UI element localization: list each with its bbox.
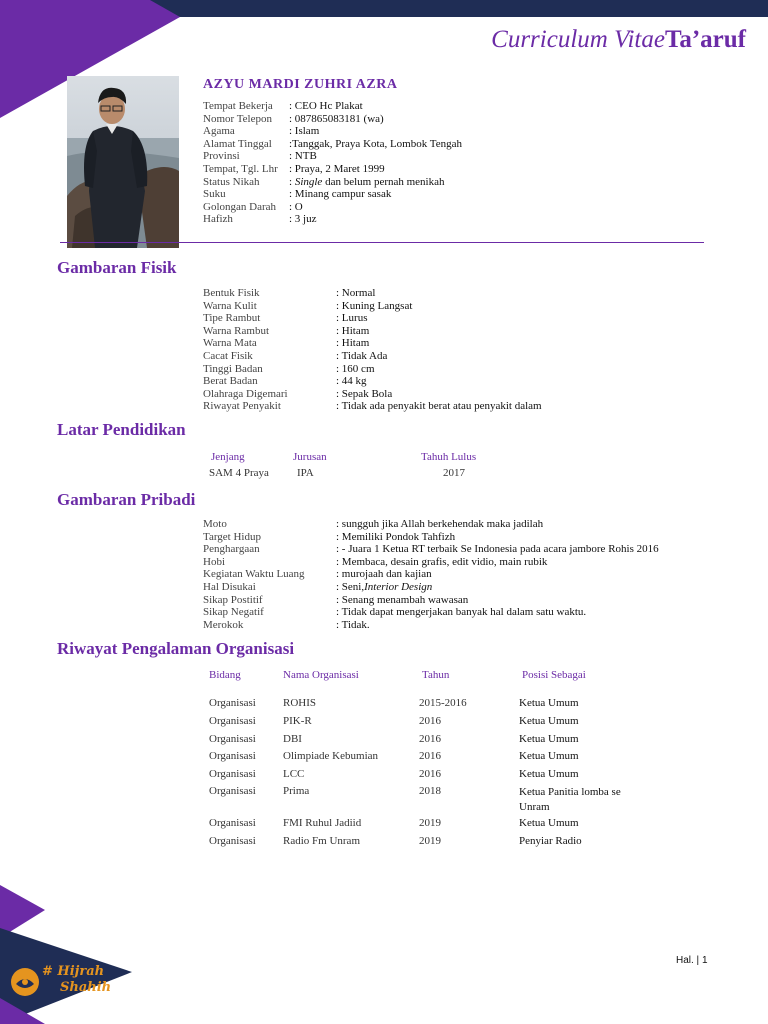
fisik-label: Cacat Fisik [203, 350, 253, 362]
education-jenjang: SAM 4 Praya [209, 467, 269, 479]
org-cell: FMI Ruhul Jadiid [283, 817, 362, 829]
value-prefix: : [289, 175, 295, 188]
section-divider [60, 242, 704, 243]
org-cell: Organisasi [209, 835, 256, 847]
fisik-label: Riwayat Penyakit [203, 400, 281, 413]
profile-details [203, 100, 703, 230]
fisik-label: Tinggi Badan [203, 362, 263, 375]
pribadi-label: Sikap Postitif [203, 593, 263, 606]
profile-value: : CEO Hc Plakat [289, 100, 363, 112]
org-cell: LCC [283, 768, 305, 780]
org-cell: Organisasi [209, 715, 256, 727]
fisik-value: : Tidak ada penyakit berat atau penyakit dalam [336, 400, 542, 413]
education-tahun: 2017 [443, 467, 465, 479]
fisik-label: Warna Mata [203, 337, 257, 350]
profile-label: Provinsi [203, 150, 240, 163]
profile-label: Tempat, Tgl. Lhr [203, 163, 278, 175]
pribadi-details [203, 518, 723, 633]
pribadi-label: Moto [203, 518, 227, 530]
section-heading-pendidikan: Latar Pendidikan [57, 420, 186, 439]
pribadi-value: : sungguh jika Allah berkehendak maka jadilah [336, 518, 544, 530]
fisik-value: : Normal [336, 287, 376, 299]
fisik-label: Warna Kulit [203, 299, 257, 312]
org-cell: Organisasi [209, 697, 256, 709]
pribadi-label: Kegiatan Waktu Luang [203, 568, 305, 581]
pribadi-value: : Memiliki Pondok Tahfizh [336, 530, 456, 543]
table-header-tahun-lulus: Tahuh Lulus [421, 451, 477, 463]
org-cell: 2016 [419, 733, 441, 745]
value-italic: Single [294, 175, 323, 188]
table-header-posisi: Posisi Sebagai [522, 669, 586, 681]
fisik-value: : 44 kg [336, 375, 367, 388]
value-prefix: : Seni, [336, 581, 365, 593]
fisik-label: Olahraga Digemari [203, 387, 288, 400]
org-cell: Organisasi [209, 750, 256, 762]
org-cell: Organisasi [209, 733, 256, 745]
fisik-label: Berat Badan [203, 375, 258, 388]
org-cell: 2019 [419, 817, 441, 829]
profile-value: : Islam [289, 125, 320, 138]
profile-value: : Praya, 2 Maret 1999 [289, 163, 385, 175]
page-title [491, 26, 746, 54]
pribadi-value: : Tidak. [336, 618, 370, 631]
org-cell: 2016 [419, 768, 441, 780]
profile-value: :Tanggak, Praya Kota, Lombok Tengah [289, 137, 462, 150]
value-italic: Interior Design [364, 581, 433, 593]
org-cell: Organisasi [209, 768, 256, 780]
org-cell: Prima [283, 785, 310, 797]
org-cell: 2015-2016 [419, 697, 467, 709]
education-jurusan: IPA [297, 467, 314, 479]
pribadi-label: Sikap Negatif [203, 606, 264, 619]
pribadi-value: : murojaah dan kajian [336, 568, 432, 581]
fisik-value: : Tidak Ada [336, 350, 388, 362]
section-heading-pribadi: Gambaran Pribadi [57, 490, 196, 509]
hijrah-logo [8, 962, 133, 1002]
org-cell: Ketua Panitia lomba se Unram [519, 786, 621, 813]
org-cell: Organisasi [209, 817, 256, 829]
table-header-jurusan: Jurusan [293, 451, 327, 463]
pribadi-label: Penghargaan [203, 543, 260, 556]
table-header-bidang: Bidang [209, 669, 241, 681]
fisik-value: : Hitam [336, 337, 370, 350]
fisik-details [203, 287, 723, 417]
profile-label: Suku [203, 188, 226, 201]
org-cell: Ketua Umum [519, 715, 579, 727]
fisik-label: Tipe Rambut [203, 312, 261, 325]
profile-label: Agama [203, 125, 235, 138]
profile-label: Tempat Bekerja [203, 100, 273, 112]
fisik-label: Bentuk Fisik [203, 287, 260, 299]
profile-photo [67, 76, 179, 248]
pribadi-label: Target Hidup [203, 530, 261, 543]
title-bold: Ta’aruf [664, 26, 746, 53]
profile-label: Nomor Telepon [203, 112, 272, 125]
org-cell: 2018 [419, 785, 441, 797]
fisik-value: : Lurus [336, 312, 368, 325]
pribadi-value: : Senang menambah wawasan [336, 593, 469, 606]
profile-label: Status Nikah [203, 175, 260, 188]
fisik-value: : Sepak Bola [336, 387, 393, 400]
pribadi-value: : Tidak dapat mengerjakan banyak hal dalam satu waktu. [336, 606, 587, 619]
org-cell: 2016 [419, 715, 441, 727]
table-header-tahun: Tahun [422, 669, 450, 681]
org-cell: Penyiar Radio [519, 835, 582, 847]
fisik-label: Warna Rambut [203, 324, 270, 337]
org-cell: DBI [283, 733, 302, 745]
profile-value: : NTB [289, 150, 317, 163]
fisik-value: : Kuning Langsat [336, 299, 413, 312]
org-cell: 2016 [419, 750, 441, 762]
pribadi-label: Hal Disukai [203, 581, 256, 593]
pribadi-value [336, 581, 432, 594]
profile-value: : 087865083181 (wa) [289, 112, 384, 125]
fisik-value: : Hitam [336, 324, 370, 337]
pribadi-label: Merokok [203, 618, 244, 631]
section-heading-organisasi: Riwayat Pengalaman Organisasi [57, 639, 295, 658]
profile-value: : 3 juz [289, 213, 317, 226]
profile-value [289, 176, 445, 189]
org-cell: 2019 [419, 835, 441, 847]
bottom-left-triangle-decoration [0, 880, 140, 1024]
page-number: Hal. | 1 [676, 955, 708, 966]
profile-value: : Minang campur sasak [289, 188, 392, 201]
profile-label: Golongan Darah [203, 200, 277, 213]
pribadi-value: : Membaca, desain grafis, edit vidio, main rubik [336, 555, 548, 568]
table-header-nama-organisasi: Nama Organisasi [283, 669, 359, 681]
org-cell: Ketua Umum [519, 697, 579, 709]
pribadi-value: : - Juara 1 Ketua RT terbaik Se Indonesia pada acara jambore Rohis 2016 [336, 543, 659, 556]
org-cell: PIK-R [283, 715, 312, 727]
org-cell: ROHIS [283, 697, 317, 709]
org-cell: Ketua Umum [519, 817, 579, 829]
org-cell: Ketua Umum [519, 750, 579, 762]
org-cell: Radio Fm Unram [283, 835, 360, 847]
org-cell: Organisasi [209, 785, 256, 797]
org-cell: Ketua Umum [519, 733, 579, 745]
profile-name: AZYU MARDI ZUHRI AZRA [203, 77, 398, 92]
org-cell: Ketua Umum [519, 768, 579, 780]
profile-label: Hafizh [203, 213, 233, 226]
pribadi-label: Hobi [203, 555, 225, 568]
org-cell: Olimpiade Kebumian [283, 750, 379, 762]
logo-text-2: Shahih [60, 980, 112, 995]
profile-value: : O [289, 200, 303, 213]
logo-text-1: # Hijrah [42, 964, 105, 979]
title-italic: Curriculum Vitae [491, 26, 665, 53]
fisik-value: : 160 cm [336, 362, 375, 375]
table-header-jenjang: Jenjang [211, 451, 245, 463]
profile-label: Alamat Tinggal [203, 137, 272, 150]
section-heading-fisik: Gambaran Fisik [57, 258, 177, 277]
value-suffix: dan belum pernah menikah [322, 175, 445, 188]
